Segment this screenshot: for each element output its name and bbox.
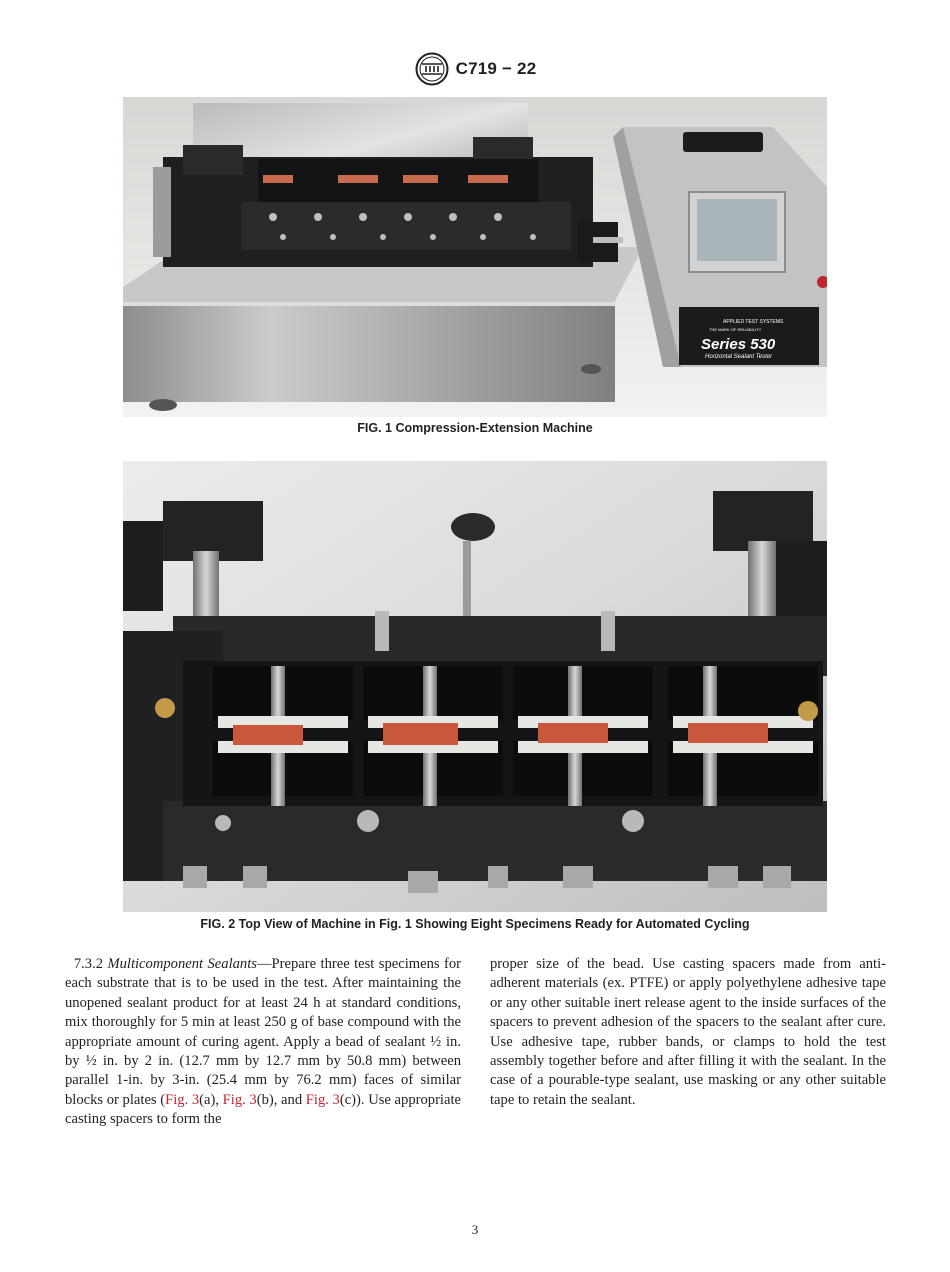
section-title: Multicomponent Sealants	[107, 956, 257, 972]
panel-model: Series 530	[701, 336, 776, 353]
body-column-left	[65, 955, 461, 1130]
panel-brand: APPLIED TEST SYSTEMS	[723, 319, 784, 325]
page-header	[0, 52, 950, 86]
page-number: 3	[471, 1222, 479, 1237]
fig-3-link-a[interactable]: Fig. 3	[165, 1091, 200, 1108]
body-column-right: proper size of the bead. Use casting spacers made from anti-adherent materials (ex. PTFE) or apply polyethylene adhesive tape or any other suitable inert release agent to the inside surfaces of the spacers to prevent adhesion of the spacers to the sealant after cure. Use adhesive tape, rubber bands, or clamps to hold the test assembly together before and after filling it with the sealant. In the case of a pourable-type sealant, use masking or any other suitable tape to retain the sealant.	[490, 956, 886, 1108]
panel-model-sub: Horizontal Sealant Tester	[705, 354, 773, 360]
paragraph-text-4: (c)). Use appropriate casting spacers to form the	[65, 1091, 461, 1128]
paragraph-text-2: (a),	[199, 1091, 223, 1108]
fig-3-link-b[interactable]: Fig. 3	[222, 1091, 257, 1108]
document-designation: C719 − 22	[455, 59, 537, 78]
section-number: 7.3.2	[73, 956, 104, 972]
panel-tagline: THE MARK OF RELIABILITY	[709, 327, 762, 332]
figure-2-photo	[123, 461, 827, 912]
figure-2-caption: FIG. 2 Top View of Machine in Fig. 1 Showing Eight Specimens Ready for Automated Cycling	[200, 917, 750, 931]
paragraph-text-1: —Prepare three test specimens for each substrate that is to be used in the test. After maintaining the unopened sealant product for at least 24 h at standard conditions, mix thoroughly for 5 min at least 250 g of base compound with the appropriate amount of curing agent. Apply a bead of sealant ½ in. by ½ in. by 2 in. (12.7 mm by 12.7 mm by 50.8 mm) between parallel 1-in. by 3-in. (25.4 mm by 76.2 mm) faces of similar blocks or plates (	[65, 956, 461, 1108]
fig-3-link-c[interactable]: Fig. 3	[305, 1091, 340, 1108]
astm-logo-icon	[414, 52, 450, 86]
figure-1-photo	[123, 97, 827, 417]
figure-1-caption: FIG. 1 Compression-Extension Machine	[357, 421, 593, 435]
paragraph-text-3: (b), and	[256, 1091, 306, 1108]
